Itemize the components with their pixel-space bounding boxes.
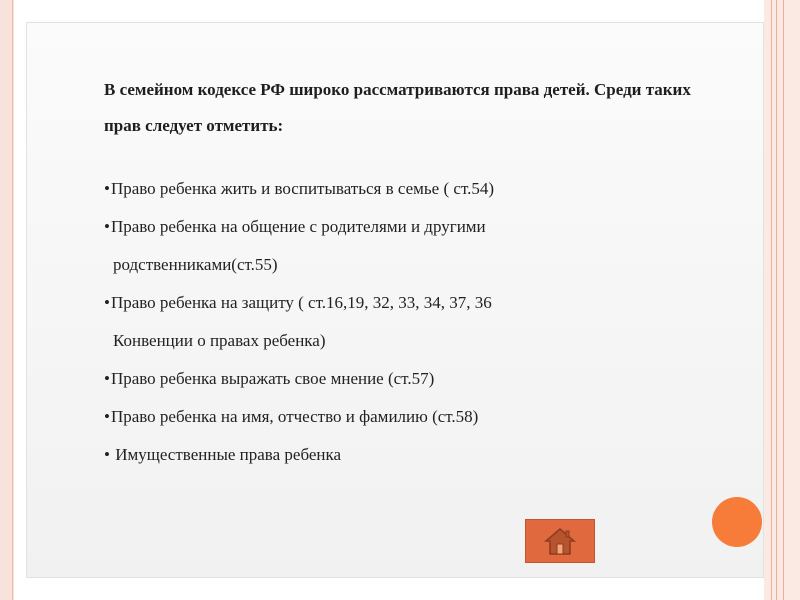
list-item-continuation: родственниками(ст.55): [113, 255, 278, 274]
list-item: • Имущественные права ребенка: [104, 436, 664, 474]
list-item-continuation: Конвенции о правах ребенка): [113, 331, 326, 350]
right-decorative-border: [764, 0, 800, 600]
list-item: • Право ребенка на защиту ( ст.16,19, 32, 33, 34, 37, 36: [104, 284, 664, 322]
border-line: [771, 0, 772, 600]
list-item: • Право ребенка на имя, отчество и фамилию (ст.58): [104, 398, 664, 436]
list-item: • Право ребенка жить и воспитываться в семье ( ст.54): [104, 170, 664, 208]
list-item: • Право ребенка на общение с родителями и другими: [104, 208, 664, 246]
home-button[interactable]: [525, 519, 595, 563]
border-line: [776, 0, 777, 600]
rights-list: [104, 170, 664, 474]
left-decorative-border: [0, 0, 14, 600]
home-icon: [543, 526, 577, 556]
list-item: • Право ребенка выражать свое мнение (ст.57): [104, 360, 664, 398]
decorative-circle: [712, 497, 762, 547]
border-line: [783, 0, 784, 600]
slide-heading: В семейном кодексе РФ широко рассматриваются права детей. Среди таких прав следует отметить:: [104, 80, 691, 135]
